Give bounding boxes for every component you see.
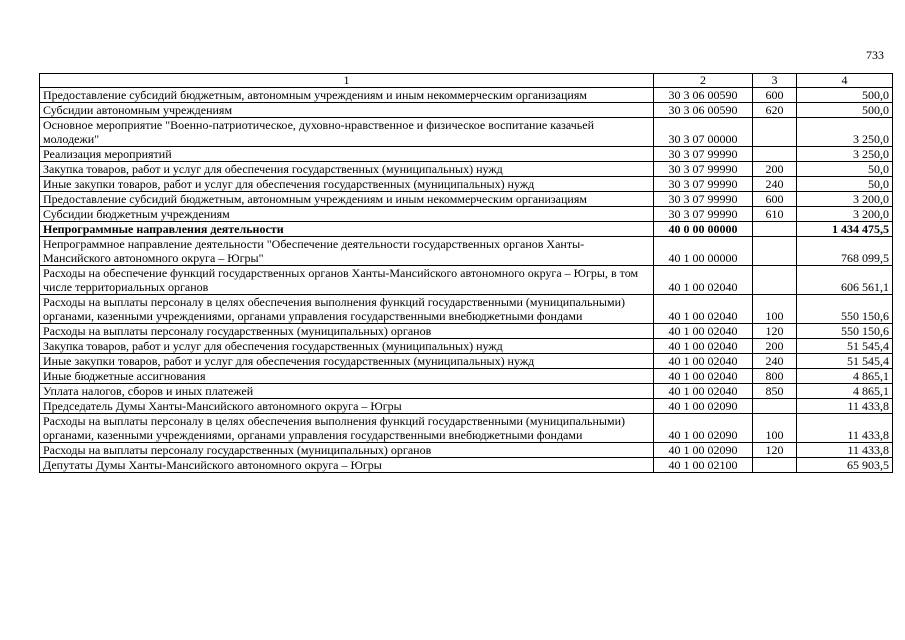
row-code-cell: 30 3 07 00000 [654,118,753,147]
row-code-cell: 40 1 00 02040 [654,324,753,339]
table-row [40,162,893,177]
row-type-cell: 100 [753,295,797,324]
row-code-cell: 40 1 00 02040 [654,384,753,399]
row-amount-cell: 768 099,5 [797,237,893,266]
table-row [40,266,893,295]
table-row [40,118,893,147]
row-name-cell: Расходы на обеспечение функций государственных органов Ханты-Мансийского автономного округа – Югры, в том числе территориальных органов [40,266,654,295]
row-code-cell: 40 1 00 02090 [654,399,753,414]
table-row [40,399,893,414]
row-type-cell [753,147,797,162]
table-row [40,222,893,237]
row-code-cell: 30 3 07 99990 [654,177,753,192]
budget-table [39,73,893,473]
row-type-cell [753,237,797,266]
row-name-cell: Субсидии автономным учреждениям [40,103,654,118]
row-type-cell: 600 [753,192,797,207]
row-code-cell: 30 3 07 99990 [654,192,753,207]
row-amount-cell: 11 433,8 [797,399,893,414]
row-name-cell: Расходы на выплаты персоналу в целях обеспечения выполнения функций государственными (муниципальными) органами, казенными учреждениями, органами управления государственными внебюджетными фондами [40,414,654,443]
table-row [40,147,893,162]
row-amount-cell: 550 150,6 [797,324,893,339]
row-type-cell [753,266,797,295]
row-code-cell: 40 1 00 02040 [654,369,753,384]
row-name-cell: Непрограммное направление деятельности "Обеспечение деятельности государственных органов Ханты-Мансийского автономного округа – Югры" [40,237,654,266]
column-header-code: 2 [654,74,753,88]
row-name-cell: Иные закупки товаров, работ и услуг для обеспечения государственных (муниципальных) нужд [40,354,654,369]
row-name-cell: Предоставление субсидий бюджетным, автономным учреждениям и иным некоммерческим организациям [40,192,654,207]
row-type-cell: 850 [753,384,797,399]
table-row [40,443,893,458]
row-code-cell: 40 0 00 00000 [654,222,753,237]
row-amount-cell: 1 434 475,5 [797,222,893,237]
row-type-cell: 620 [753,103,797,118]
row-amount-cell: 4 865,1 [797,369,893,384]
row-code-cell: 40 1 00 02040 [654,339,753,354]
row-name-cell: Расходы на выплаты персоналу государственных (муниципальных) органов [40,443,654,458]
row-type-cell [753,399,797,414]
row-amount-cell: 3 250,0 [797,118,893,147]
row-code-cell: 40 1 00 02040 [654,354,753,369]
row-amount-cell: 3 200,0 [797,192,893,207]
row-name-cell: Основное мероприятие "Военно-патриотическое, духовно-нравственное и физическое воспитание казачьей молодежи" [40,118,654,147]
table-row [40,237,893,266]
row-name-cell: Уплата налогов, сборов и иных платежей [40,384,654,399]
row-code-cell: 40 1 00 02090 [654,443,753,458]
table-row [40,192,893,207]
row-code-cell: 40 1 00 02040 [654,295,753,324]
row-name-cell: Иные закупки товаров, работ и услуг для обеспечения государственных (муниципальных) нужд [40,177,654,192]
row-name-cell: Непрограммные направления деятельности [40,222,654,237]
table-row [40,354,893,369]
table-row [40,324,893,339]
row-type-cell: 600 [753,88,797,103]
row-amount-cell: 51 545,4 [797,354,893,369]
page-number: 733 [866,48,884,62]
table-row [40,384,893,399]
row-name-cell: Закупка товаров, работ и услуг для обеспечения государственных (муниципальных) нужд [40,339,654,354]
row-amount-cell: 606 561,1 [797,266,893,295]
row-name-cell: Иные бюджетные ассигнования [40,369,654,384]
row-type-cell: 800 [753,369,797,384]
row-amount-cell: 4 865,1 [797,384,893,399]
row-code-cell: 30 3 07 99990 [654,162,753,177]
row-code-cell: 40 1 00 02040 [654,266,753,295]
row-type-cell: 610 [753,207,797,222]
row-name-cell: Расходы на выплаты персоналу в целях обеспечения выполнения функций государственными (муниципальными) органами, казенными учреждениями, органами управления государственными внебюджетными фондами [40,295,654,324]
table-row [40,88,893,103]
row-code-cell: 30 3 07 99990 [654,147,753,162]
row-amount-cell: 11 433,8 [797,443,893,458]
table-body [40,88,893,473]
row-amount-cell: 51 545,4 [797,339,893,354]
row-name-cell: Председатель Думы Ханты-Мансийского автономного округа – Югры [40,399,654,414]
column-header-name: 1 [40,74,654,88]
row-name-cell: Субсидии бюджетным учреждениям [40,207,654,222]
table-row [40,295,893,324]
row-code-cell: 40 1 00 02100 [654,458,753,473]
row-amount-cell: 65 903,5 [797,458,893,473]
column-header-type: 3 [753,74,797,88]
table-row [40,103,893,118]
row-name-cell: Депутаты Думы Ханты-Мансийского автономного округа – Югры [40,458,654,473]
row-amount-cell: 11 433,8 [797,414,893,443]
row-code-cell: 40 1 00 02090 [654,414,753,443]
row-code-cell: 30 3 06 00590 [654,88,753,103]
row-amount-cell: 3 250,0 [797,147,893,162]
row-name-cell: Закупка товаров, работ и услуг для обеспечения государственных (муниципальных) нужд [40,162,654,177]
row-amount-cell: 500,0 [797,103,893,118]
column-header-amount: 4 [797,74,893,88]
table-header-row [40,74,893,88]
row-type-cell: 240 [753,177,797,192]
row-type-cell [753,222,797,237]
row-name-cell: Предоставление субсидий бюджетным, автономным учреждениям и иным некоммерческим организациям [40,88,654,103]
table-row [40,177,893,192]
table-row [40,207,893,222]
row-amount-cell: 500,0 [797,88,893,103]
table-row [40,369,893,384]
row-code-cell: 30 3 06 00590 [654,103,753,118]
row-code-cell: 30 3 07 99990 [654,207,753,222]
table-row [40,414,893,443]
row-type-cell [753,458,797,473]
row-type-cell: 200 [753,162,797,177]
table-row [40,458,893,473]
row-type-cell: 200 [753,339,797,354]
row-amount-cell: 550 150,6 [797,295,893,324]
row-amount-cell: 50,0 [797,162,893,177]
row-name-cell: Расходы на выплаты персоналу государственных (муниципальных) органов [40,324,654,339]
table-row [40,339,893,354]
row-type-cell: 100 [753,414,797,443]
row-type-cell [753,118,797,147]
row-amount-cell: 50,0 [797,177,893,192]
row-amount-cell: 3 200,0 [797,207,893,222]
row-name-cell: Реализация мероприятий [40,147,654,162]
row-type-cell: 240 [753,354,797,369]
row-code-cell: 40 1 00 00000 [654,237,753,266]
row-type-cell: 120 [753,324,797,339]
row-type-cell: 120 [753,443,797,458]
